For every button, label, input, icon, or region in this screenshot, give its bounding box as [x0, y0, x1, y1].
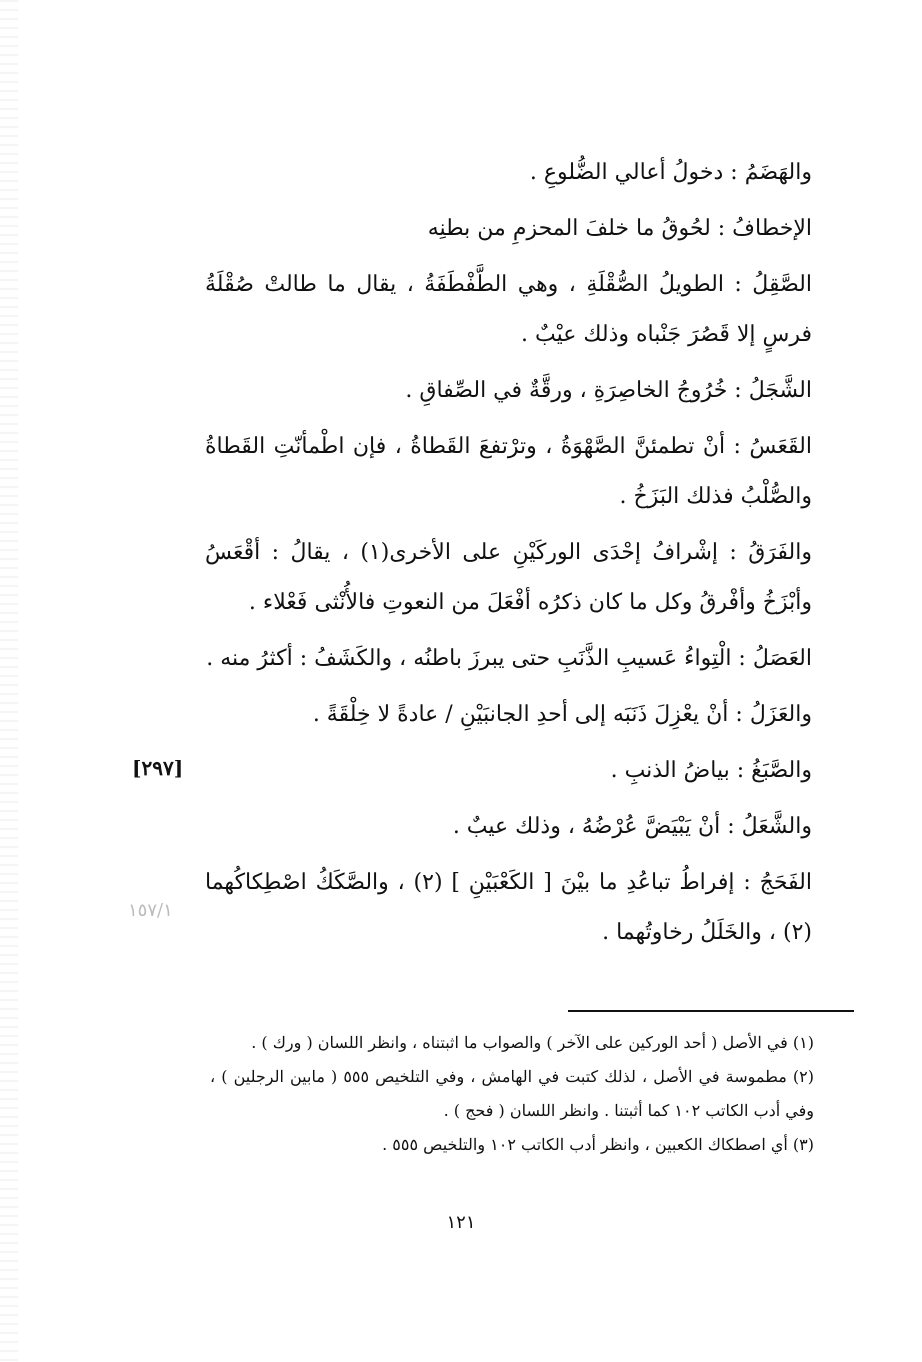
entry-hadam: والهَضَمُ : دخولُ أعالي الضُّلوعِ . [529, 160, 812, 185]
scan-edge [0, 0, 18, 1362]
entry-sabagh: والصَّبَغُ : بياضُ الذنبِ . [610, 758, 812, 783]
faded-margin-marker: ١٥٧/١ [128, 900, 173, 921]
manuscript-folio-marker: [٢٩٧] [132, 756, 184, 780]
footnote-3: (٣) أي اصطكاك الكعبين ، وانظر أدب الكاتب ١٠٢ والتلخيص ٥٥٥ . [382, 1135, 814, 1154]
entry-asal: العَصَلُ : الْتِواءُ عَسيبِ الذَّنَبِ حتى يبرزَ باطنُه ، والكَشَفُ : أكثرُ منه . [206, 646, 812, 671]
main-text [205, 148, 812, 964]
entry-azal: والعَزَلُ : أنْ يعْزِلَ ذَنَبَه إلى أحدِ الجانبَيْنِ / عادةً لا خِلْقَةً . [312, 702, 812, 727]
footnotes [210, 1026, 814, 1162]
entry-shaal: والشَّعَلُ : أنْ يَبْيَضَّ عُرْضُهُ ، وذلك عيبٌ . [452, 814, 812, 839]
entry-saqil: الصَّقِلُ : الطويلُ الصُّقْلَةِ ، وهي الطَّفْطَفَةُ ، يقال ما طالتْ صُقْلَةُ فرسٍ إلا قَصُرَ جَنْباه وذلك عيْبٌ . [205, 272, 812, 347]
footnote-separator [568, 1010, 854, 1012]
footnote-1: (١) في الأصل ( أحد الوركين على الآخر ) والصواب ما اثبتناه ، وانظر اللسان ( ورك ) . [251, 1033, 814, 1052]
entry-faraq: والفَرَقُ : إشْرافُ إحْدَى الوركَيْنِ على الأخرى(١) ، يقالُ : أقْعَسُ وأبْزَخُ وأفْرقُ وكل ما كان ذكرُه أفْعَلَ من النعوتِ فالأُنْثى فَعْلاء . [205, 540, 812, 615]
entry-ikhtaf: الإخطافُ : لحُوقُ ما خلفَ المحزمِ من بطنِه [427, 216, 812, 241]
entry-fahaj: الفَحَجُ : إفراطُ تباعُدِ ما بيْنَ [ الكَعْبَيْنِ ] (٢) ، والصَّكَكُ اصْطِكاكُهما (٢) ، والخَلَلُ رخاوتُهما . [205, 870, 812, 945]
footnote-2: (٢) مطموسة في الأصل ، لذلك كتبت في الهامش ، وفي التلخيص ٥٥٥ ( مابين الرجلين ) ، وفي أدب الكاتب ١٠٢ كما أثبتنا . وانظر اللسان ( فحج ) . [210, 1067, 815, 1120]
entry-shajal: الشَّجَلُ : خُرُوجُ الخاصِرَةِ ، ورقَّةٌ في الصِّفاقِ . [405, 378, 812, 403]
entry-qaas: القَعَسُ : أنْ تطمئنَّ الصَّهْوَةُ ، وترْتفعَ القَطاةُ ، فإن اطْمأنّتِ القَطاةُ والصُّلْبُ فذلك البَزَخُ . [205, 434, 812, 509]
page-number: ١٢١ [446, 1212, 476, 1233]
